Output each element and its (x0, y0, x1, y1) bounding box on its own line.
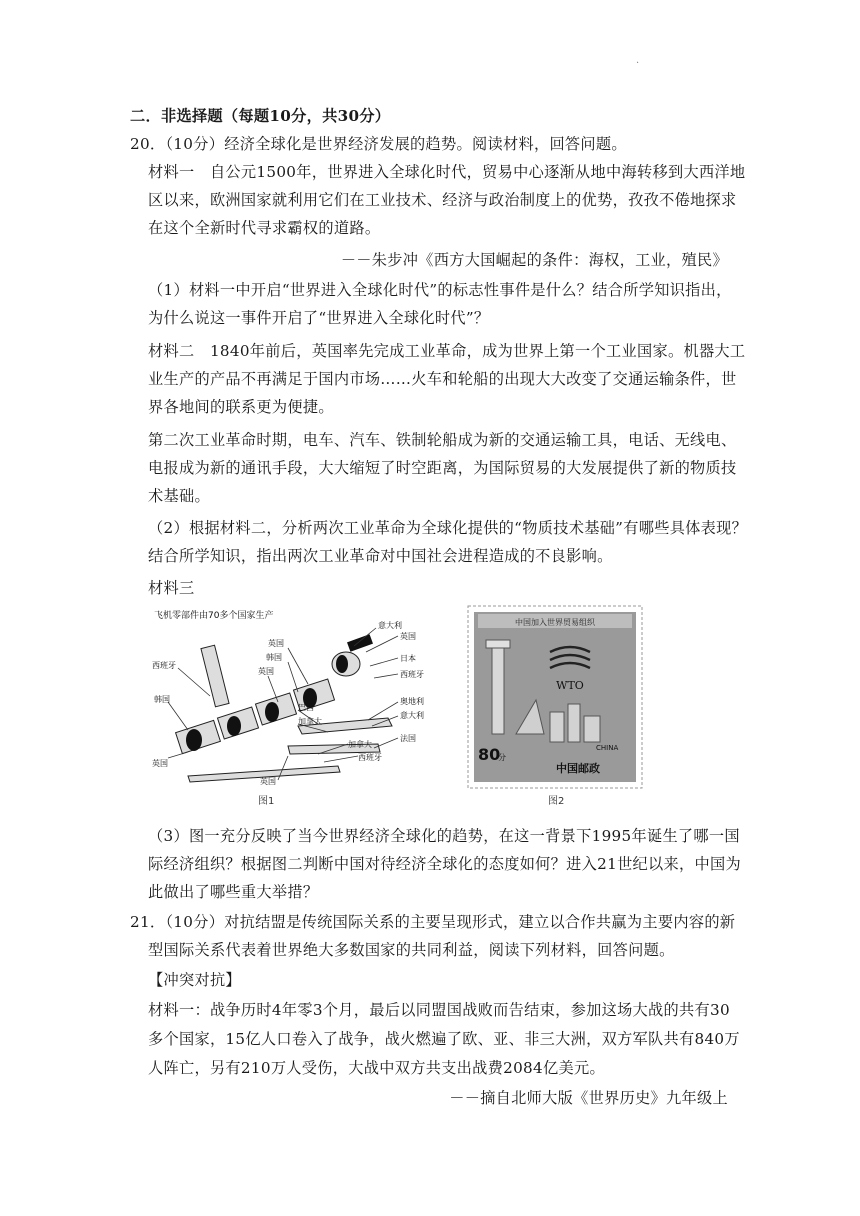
q20-material3-label: 材料三 (148, 579, 195, 597)
fig1-label-uk4: 英国 (152, 759, 168, 768)
fig1-title: 飞机零部件由70多个国家生产 (154, 611, 274, 621)
fig1-label-austria: 奥地利 (400, 697, 424, 706)
q20-sub2-line2: 结合所学知识，指出两次工业革命对中国社会进程造成的不良影响。 (148, 547, 613, 565)
stamp-unit: 分 (498, 753, 506, 762)
page-mark: · (636, 58, 640, 69)
q21-stem-line2: 型国际关系代表着世界绝大多数国家的共同利益，阅读下列材料，回答问题。 (148, 941, 675, 959)
fig1-label-spain3: 西班牙 (358, 753, 382, 762)
fig1-label-korea: 韩国 (266, 653, 282, 662)
q20-sub3-line1: （3）图一充分反映了当今世界经济全球化的趋势，在这一背景下1995年诞生了哪一国 (148, 827, 740, 845)
q20-material2-line3: 界各地间的联系更为便捷。 (148, 398, 334, 416)
stamp-china-text: CHINA (596, 744, 619, 752)
q21-tag: 【冲突对抗】 (148, 971, 241, 989)
fig1-label-italy: 意大利 (378, 621, 402, 630)
q21-material1-line2: 多个国家，15亿人口卷入了战争，战火燃遍了欧、亚、非三大洲，双方军队共有840万 (148, 1030, 740, 1048)
q20-sub1-line1: （1）材料一中开启“世界进入全球化时代”的标志性事件是什么？结合所学知识指出， (148, 281, 732, 299)
fig1-label-spain2: 西班牙 (152, 661, 176, 670)
fig1-label-brazil: 巴西 (298, 703, 314, 712)
stamp-top-text: 中国加入世界贸易组织 (515, 618, 595, 627)
fig1-label-uk5: 英国 (260, 777, 276, 786)
q20-material2b-line2: 电报成为新的通讯手段，大大缩短了时空距离，为国际贸易的大发展提供了新的物质技 (148, 459, 737, 477)
fig1-label-uk: 英国 (400, 632, 416, 641)
q20-sub3-line2: 际经济组织？根据图二判断中国对待经济全球化的态度如何？进入21世纪以来，中国为 (148, 855, 741, 873)
q20-material1-source: －－朱步冲《西方大国崛起的条件：海权，工业，殖民》 (340, 251, 728, 269)
wto-stamp-figure (466, 604, 644, 810)
q20-material2-line2: 业生产的产品不再满足于国内市场……火车和轮船的出现大大改变了交通运输条件，世 (148, 370, 737, 388)
fig1-label-canada: 加拿大 (298, 717, 322, 726)
airplane-parts-figure (148, 606, 430, 812)
fig1-label-uk2: 英国 (268, 639, 284, 648)
fig1-label-uk3: 英国 (258, 667, 274, 676)
q21-material1-source: －－摘自北师大版《世界历史》九年级上 (449, 1089, 728, 1107)
q20-stem: 20．（10分）经济全球化是世界经济发展的趋势。阅读材料，回答问题。 (130, 135, 627, 153)
fig1-caption: 图1 (258, 796, 275, 807)
fig1-label-korea2: 韩国 (154, 695, 170, 704)
fig1-label-canada2: 加拿大 (348, 740, 372, 749)
q20-material2-line1: 材料二 1840年前后，英国率先完成工业革命，成为世界上第一个工业国家。机器大工 (148, 342, 746, 360)
q21-stem-line1: 21．（10分）对抗结盟是传统国际关系的主要呈现形式，建立以合作共赢为主要内容的新 (130, 913, 736, 931)
q20-sub1-line2: 为什么说这一事件开启了“世界进入全球化时代”？ (148, 309, 490, 327)
q20-material2b-line1: 第二次工业革命时期，电车、汽车、铁制轮船成为新的交通运输工具，电话、无线电、 (148, 431, 737, 449)
stamp-wto-text: WTO (556, 679, 584, 692)
q20-material1-line2: 区以来，欧洲国家就利用它们在工业技术、经济与政治制度上的优势，孜孜不倦地探求 (148, 191, 737, 209)
q20-material1-line3: 在这个全新时代寻求霸权的道路。 (148, 219, 381, 237)
q21-material1-line3: 人阵亡，另有210万人受伤，大战中双方共支出战费2084亿美元。 (148, 1059, 605, 1077)
q20-material2b-line3: 术基础。 (148, 487, 210, 505)
fig1-label-france: 法国 (400, 734, 416, 743)
fig1-label-italy2: 意大利 (400, 711, 424, 720)
q20-material1-line1: 材料一 自公元1500年，世界进入全球化时代，贸易中心逐渐从地中海转移到大西洋地 (148, 163, 746, 181)
fig1-label-spain: 西班牙 (400, 670, 424, 679)
q21-material1-line1: 材料一：战争历时4年零3个月，最后以同盟国战败而告结束，参加这场大战的共有30 (148, 1001, 730, 1019)
q20-sub3-line3: 此做出了哪些重大举措？ (148, 883, 319, 901)
stamp-value: 80 (478, 745, 501, 764)
q20-sub2-line1: （2）根据材料二，分析两次工业革命为全球化提供的“物质技术基础”有哪些具体表现？ (148, 519, 748, 537)
section-title: 二．非选择题（每题10分，共30分） (130, 107, 391, 125)
fig1-label-japan: 日本 (400, 654, 416, 663)
fig2-caption: 图2 (548, 796, 565, 807)
stamp-post-text: 中国邮政 (556, 762, 600, 775)
